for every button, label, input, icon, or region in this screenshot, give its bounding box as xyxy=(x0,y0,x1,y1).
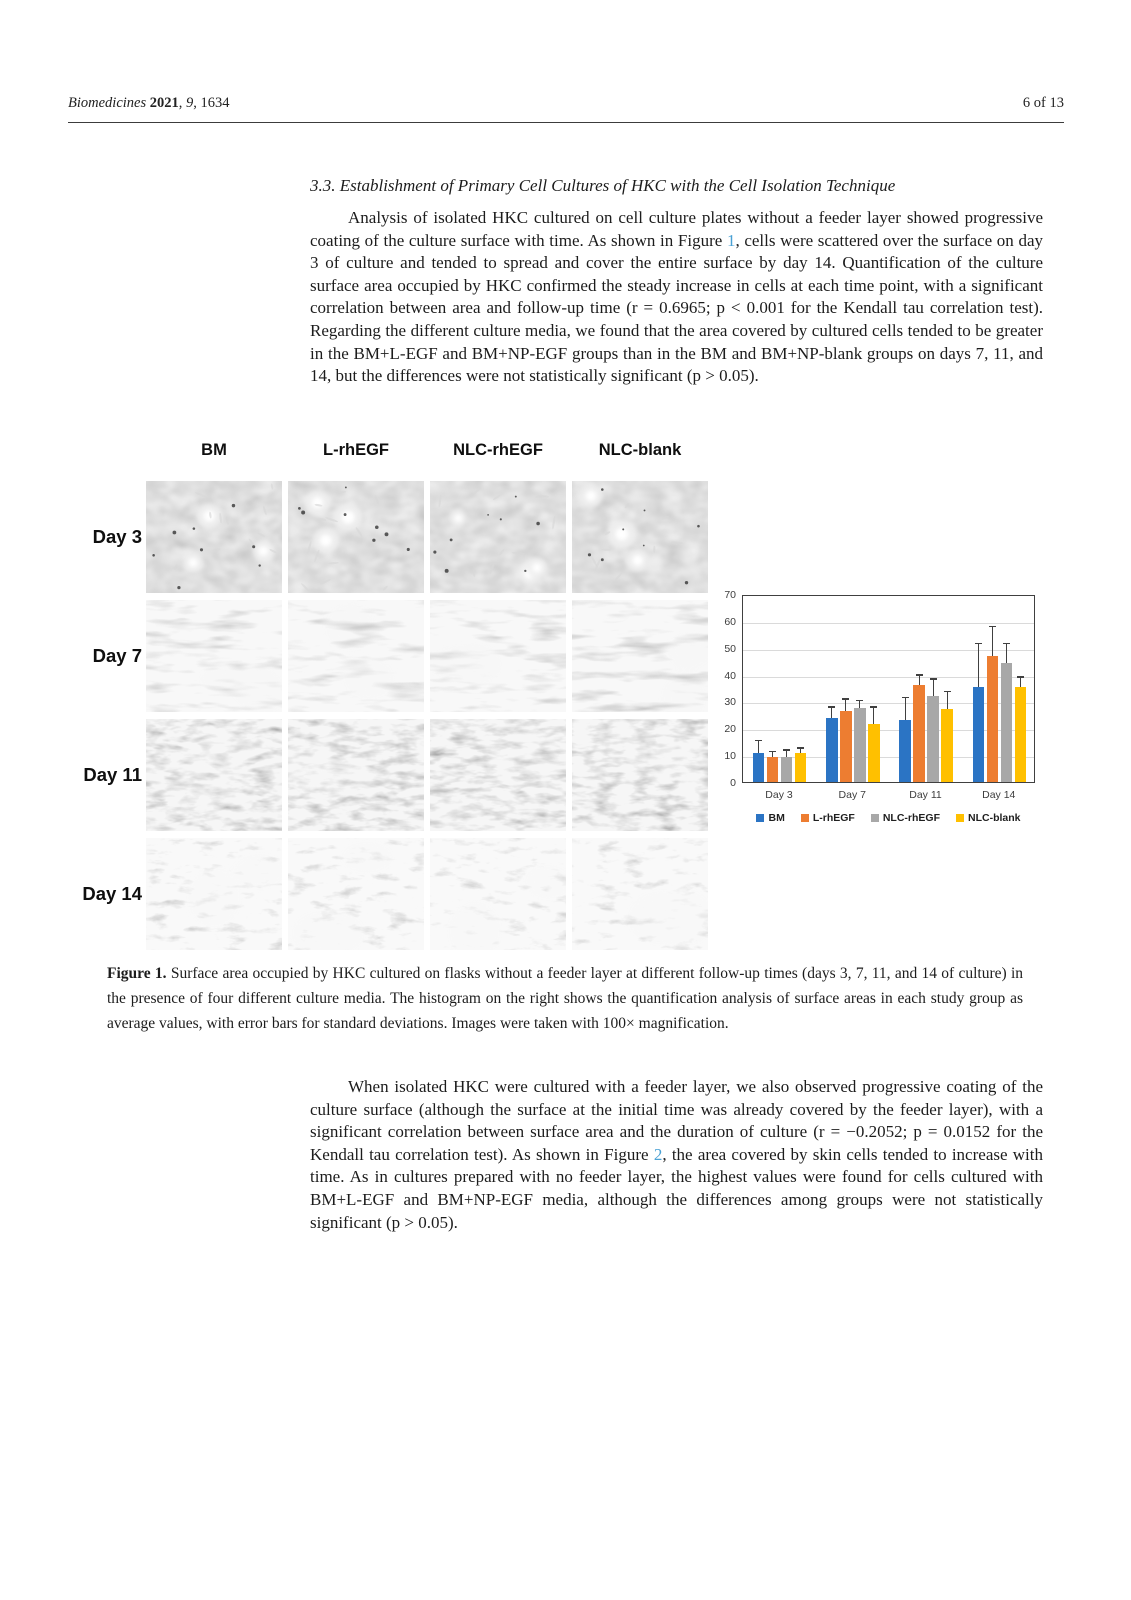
error-bar xyxy=(992,627,993,655)
bar-day-11-nlc-blank xyxy=(941,709,953,782)
error-bar-cap xyxy=(930,678,937,680)
micrograph-day-7-bm xyxy=(146,600,282,712)
journal-citation xyxy=(68,95,230,112)
micrograph-day-7-nlc-blank xyxy=(572,600,708,712)
micrograph-day-11-nlc-rhegf xyxy=(430,719,566,831)
paragraph-2-text-cont: , the area covered by skin cells tended to increase with time. As in cultures prepared with no feeder layer, the highest values were found for cells cultured with BM+L-EGF and BM+NP-EGF media, although the differences among groups were not statistically significant (p > 0.05). xyxy=(310,1144,1044,1232)
paragraph-1-text: Analysis of isolated HKC cultured on cell culture plates without a feeder layer showed progressive coating of the culture surface with time. As shown in Figure xyxy=(310,208,1043,250)
row-label-day3: Day 3 xyxy=(92,526,142,547)
error-bar-cap xyxy=(944,691,951,693)
error-bar-cap xyxy=(769,751,776,753)
micrograph-day-14-nlc-rhegf xyxy=(430,838,566,950)
micrograph-image xyxy=(572,838,708,950)
micrograph-day-7-nlc-rhegf xyxy=(430,600,566,712)
micrograph-image xyxy=(288,838,424,950)
error-bar xyxy=(947,692,948,709)
legend-item-bm xyxy=(756,812,784,824)
error-bar xyxy=(845,700,846,711)
error-bar xyxy=(859,701,860,708)
error-bar-cap xyxy=(828,706,835,708)
bar-day-3-l-rhegf xyxy=(767,757,779,782)
micrograph-image xyxy=(146,719,282,831)
micrograph-image xyxy=(572,719,708,831)
section-heading: 3.3. Establishment of Primary Cell Cultures of HKC with the Cell Isolation Technique xyxy=(310,176,896,195)
bar-day-11-l-rhegf xyxy=(913,685,925,782)
error-bar-cap xyxy=(1003,643,1010,645)
figure-caption xyxy=(107,961,1023,1037)
chart-plot-area xyxy=(742,595,1035,783)
bar-day-7-nlc-rhegf xyxy=(854,708,866,782)
micrograph-day-14-nlc-blank xyxy=(572,838,708,950)
column-header-l-rhegf: L-rhEGF xyxy=(323,441,389,459)
figure-2-link[interactable]: 2 xyxy=(653,1144,663,1164)
error-bar xyxy=(831,708,832,718)
micrograph-day-11-bm xyxy=(146,719,282,831)
citation-article-number: , 1634 xyxy=(193,95,230,111)
bar-day-14-nlc-blank xyxy=(1015,687,1027,782)
legend-swatch xyxy=(801,814,809,822)
journal-volume: 9 xyxy=(186,95,194,111)
bar-day-7-nlc-blank xyxy=(868,724,880,782)
bar-day-11-nlc-rhegf xyxy=(927,696,939,782)
error-bar xyxy=(978,644,979,686)
page-header xyxy=(68,95,1064,112)
micrograph-day-7-l-rhegf xyxy=(288,600,424,712)
legend-item-l-rhegf xyxy=(801,812,855,824)
legend-swatch xyxy=(756,814,764,822)
micrograph-day-3-bm xyxy=(146,481,282,593)
legend-swatch xyxy=(871,814,879,822)
paragraph-2 xyxy=(310,1076,1043,1234)
y-axis-tick-label: 10 xyxy=(724,750,736,763)
bar-chart xyxy=(700,572,1045,830)
error-bar-cap xyxy=(989,626,996,628)
page-number: 6 of 13 xyxy=(1022,95,1064,111)
row-label-day14: Day 14 xyxy=(82,883,142,904)
micrograph-image xyxy=(146,838,282,950)
chart-legend xyxy=(730,812,1047,824)
chart-gridline xyxy=(743,623,1034,624)
error-bar xyxy=(800,749,801,754)
error-bar-cap xyxy=(856,700,863,702)
row-label-day7: Day 7 xyxy=(92,645,142,666)
paragraph-1 xyxy=(310,207,1043,388)
legend-label: NLC-blank xyxy=(968,812,1021,824)
column-header-nlc-rhegf: NLC-rhEGF xyxy=(453,441,543,459)
legend-label: BM xyxy=(768,812,785,824)
error-bar-cap xyxy=(842,698,849,700)
legend-label: NLC-rhEGF xyxy=(882,812,940,824)
error-bar xyxy=(786,751,787,757)
bar-day-3-bm xyxy=(753,753,765,782)
figure-caption-label: Figure 1. xyxy=(107,965,167,982)
error-bar-cap xyxy=(870,706,877,708)
micrograph-image xyxy=(572,600,708,712)
micrograph-image xyxy=(288,600,424,712)
paragraph-2-text: When isolated HKC were cultured with a feeder layer, we also observed progressive coating of the culture surface (although the surface at the initial time was already covered by the feeder layer), with a significant correlation between surface area and the duration of culture (r = −0.2052; p = 0.0152 for the Kendall tau correlation test). As shown in Figure xyxy=(310,1077,1043,1164)
paragraph-1-text-cont: , cells were scattered over the surface on day 3 of culture and tended to spread and cover the entire surface by day 14. Quantification of the culture surface area occupied by HKC confirmed the steady increase in cells at each time point, with a significant correlation between area and follow-up time (r = 0.6965; p < 0.001 for the Kendall tau correlation test). Regarding the different culture media, we found that the area covered by cultured cells tended to be greater in the BM+L-EGF and BM+NP-EGF groups than in the BM and BM+NP-blank groups on days 7, 11, and 14, but the differences were not statistically significant (p > 0.05). xyxy=(310,230,1043,386)
bar-day-3-nlc-rhegf xyxy=(781,757,793,782)
bar-day-7-bm xyxy=(826,718,838,782)
journal-year: 2021 xyxy=(149,95,179,111)
error-bar xyxy=(905,698,906,720)
legend-swatch xyxy=(956,814,964,822)
y-axis-tick-label: 20 xyxy=(724,723,736,736)
legend-item-nlc-rhegf xyxy=(871,812,940,824)
micrograph-image xyxy=(146,481,282,593)
micrograph-grid xyxy=(146,481,708,950)
micrograph-day-11-l-rhegf xyxy=(288,719,424,831)
error-bar xyxy=(1020,678,1021,688)
bar-day-7-l-rhegf xyxy=(840,711,852,782)
y-axis-tick-label: 70 xyxy=(724,589,736,601)
error-bar xyxy=(933,680,934,696)
citation-separator: , xyxy=(178,95,186,111)
micrograph-image xyxy=(430,838,566,950)
x-axis-category-label: Day 11 xyxy=(909,789,942,801)
bar-day-3-nlc-blank xyxy=(795,753,807,782)
error-bar xyxy=(758,741,759,753)
micrograph-day-3-l-rhegf xyxy=(288,481,424,593)
bar-day-14-bm xyxy=(973,687,985,782)
y-axis-tick-label: 30 xyxy=(724,696,736,709)
figure-caption-text: Surface area occupied by HKC cultured on flasks without a feeder layer at different follow-up times (days 3, 7, 11, and 14 of culture) in the presence of four different culture media. The histogram on the right shows the quantification analysis of surface areas in each study group as average values, with error bars for standard deviations. Images were taken with 100× magnification. xyxy=(107,965,1024,1033)
row-label-day11: Day 11 xyxy=(83,764,142,785)
bar-day-14-l-rhegf xyxy=(987,656,999,782)
y-axis-tick-label: 60 xyxy=(724,615,736,628)
error-bar-cap xyxy=(916,674,923,676)
micrograph-image xyxy=(430,481,566,593)
y-axis-tick-label: 40 xyxy=(724,669,736,682)
error-bar-cap xyxy=(975,643,982,645)
error-bar xyxy=(772,752,773,757)
error-bar-cap xyxy=(755,740,762,742)
micrograph-day-3-nlc-rhegf xyxy=(430,481,566,593)
bar-day-11-bm xyxy=(899,720,911,782)
micrograph-image xyxy=(430,600,566,712)
journal-name: Biomedicines xyxy=(68,95,147,111)
figure-column-headers xyxy=(146,441,708,460)
micrograph-image xyxy=(572,481,708,593)
micrograph-image xyxy=(288,481,424,593)
error-bar-cap xyxy=(1017,676,1024,678)
figure-row-labels xyxy=(58,481,142,950)
header-divider xyxy=(68,122,1064,123)
error-bar xyxy=(919,676,920,685)
micrograph-day-3-nlc-blank xyxy=(572,481,708,593)
legend-label: L-rhEGF xyxy=(812,812,855,824)
legend-item-nlc-blank xyxy=(956,812,1021,824)
micrograph-image xyxy=(430,719,566,831)
error-bar xyxy=(873,708,874,724)
micrograph-image xyxy=(146,600,282,712)
y-axis-tick-label: 0 xyxy=(730,777,736,789)
micrograph-image xyxy=(288,719,424,831)
error-bar-cap xyxy=(902,697,909,699)
x-axis-category-label: Day 3 xyxy=(765,789,793,801)
error-bar-cap xyxy=(783,749,790,751)
micrograph-day-14-l-rhegf xyxy=(288,838,424,950)
chart-gridline xyxy=(743,650,1034,651)
column-header-bm: BM xyxy=(201,441,227,459)
x-axis-category-label: Day 7 xyxy=(838,789,866,801)
micrograph-day-14-bm xyxy=(146,838,282,950)
error-bar xyxy=(1006,644,1007,663)
bar-day-14-nlc-rhegf xyxy=(1001,663,1013,782)
y-axis-tick-label: 50 xyxy=(724,642,736,655)
error-bar-cap xyxy=(797,747,804,749)
x-axis-category-label: Day 14 xyxy=(982,789,1016,801)
figure-1-link[interactable]: 1 xyxy=(726,230,736,250)
micrograph-day-11-nlc-blank xyxy=(572,719,708,831)
column-header-nlc-blank: NLC-blank xyxy=(598,441,682,459)
